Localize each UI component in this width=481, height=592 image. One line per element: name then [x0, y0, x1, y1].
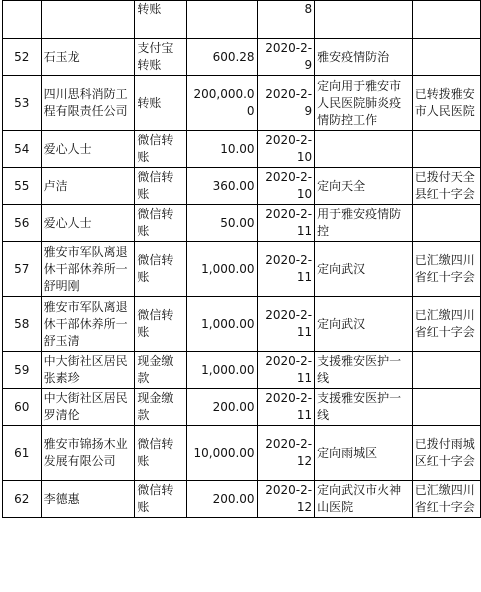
cell-date: 2020-2-10 [257, 168, 315, 205]
cell-date: 2020-2-12 [257, 481, 315, 518]
cell-no: 54 [3, 131, 42, 168]
cell-note: 已汇缴四川省红十字会 [412, 297, 480, 352]
cell-use: 定向武汉 [315, 242, 413, 297]
cell-name: 雅安市军队离退休干部休养所一舒玉清 [41, 297, 135, 352]
cell-amount: 600.28 [186, 39, 257, 76]
cell-date: 2020-2-11 [257, 297, 315, 352]
table-row [3, 1, 481, 39]
cell-method: 微信转账 [135, 297, 186, 352]
cell-name: 雅安市军队离退休干部休养所一舒明刚 [41, 242, 135, 297]
cell-method: 微信转账 [135, 242, 186, 297]
cell-method: 微信转账 [135, 426, 186, 481]
cell-no: 61 [3, 426, 42, 481]
cell-note [412, 131, 480, 168]
cell-name: 中大街社区居民张素珍 [41, 352, 135, 389]
cell-amount: 200.00 [186, 481, 257, 518]
cell-use: 用于雅安疫情防控 [315, 205, 413, 242]
table-row [3, 242, 481, 297]
cell-amount: 200,000.00 [186, 76, 257, 131]
table-row [3, 481, 481, 518]
cell-amount: 10.00 [186, 131, 257, 168]
cell-method: 微信转账 [135, 168, 186, 205]
cell-name: 四川思科消防工程有限责任公司 [41, 76, 135, 131]
cell-no: 60 [3, 389, 42, 426]
cell-amount: 1,000.00 [186, 352, 257, 389]
cell-note [412, 389, 480, 426]
cell-amount: 360.00 [186, 168, 257, 205]
cell-date: 2020-2-11 [257, 242, 315, 297]
cell-amount: 50.00 [186, 205, 257, 242]
cell-name: 爱心人士 [41, 205, 135, 242]
cell-method: 微信转账 [135, 481, 186, 518]
cell-method: 转账 [135, 76, 186, 131]
table-row [3, 131, 481, 168]
cell-no [3, 1, 42, 39]
cell-name: 李德惠 [41, 481, 135, 518]
cell-date: 2020-2-11 [257, 205, 315, 242]
cell-use: 支援雅安医护一线 [315, 352, 413, 389]
cell-no: 53 [3, 76, 42, 131]
donation-table [2, 0, 481, 518]
table-row [3, 168, 481, 205]
cell-use [315, 131, 413, 168]
cell-date: 2020-2-9 [257, 76, 315, 131]
cell-method: 微信转账 [135, 131, 186, 168]
cell-method: 支付宝转账 [135, 39, 186, 76]
cell-name [41, 1, 135, 39]
cell-note: 已汇缴四川省红十字会 [412, 242, 480, 297]
cell-note: 已转拨雅安市人民医院 [412, 76, 480, 131]
cell-date: 8 [257, 1, 315, 39]
cell-no: 62 [3, 481, 42, 518]
cell-note: 已汇缴四川省红十字会 [412, 481, 480, 518]
cell-name: 卢洁 [41, 168, 135, 205]
table-row [3, 205, 481, 242]
cell-note [412, 1, 480, 39]
cell-no: 57 [3, 242, 42, 297]
cell-use: 定向武汉 [315, 297, 413, 352]
cell-note [412, 39, 480, 76]
cell-use: 定向天全 [315, 168, 413, 205]
table-row [3, 39, 481, 76]
donation-table-body [3, 1, 481, 518]
cell-date: 2020-2-12 [257, 426, 315, 481]
cell-amount: 1,000.00 [186, 242, 257, 297]
cell-name: 爱心人士 [41, 131, 135, 168]
cell-method: 转账 [135, 1, 186, 39]
cell-no: 59 [3, 352, 42, 389]
cell-method: 现金缴款 [135, 352, 186, 389]
cell-name: 雅安市锦扬木业发展有限公司 [41, 426, 135, 481]
cell-no: 58 [3, 297, 42, 352]
cell-use: 定向雨城区 [315, 426, 413, 481]
cell-date: 2020-2-10 [257, 131, 315, 168]
cell-use: 定向武汉市火神山医院 [315, 481, 413, 518]
table-row [3, 352, 481, 389]
cell-name: 中大街社区居民罗清伦 [41, 389, 135, 426]
cell-method: 现金缴款 [135, 389, 186, 426]
cell-note [412, 205, 480, 242]
cell-amount: 1,000.00 [186, 297, 257, 352]
cell-no: 55 [3, 168, 42, 205]
cell-no: 52 [3, 39, 42, 76]
table-row [3, 389, 481, 426]
cell-name: 石玉龙 [41, 39, 135, 76]
cell-amount: 200.00 [186, 389, 257, 426]
cell-no: 56 [3, 205, 42, 242]
cell-date: 2020-2-11 [257, 352, 315, 389]
table-row [3, 297, 481, 352]
cell-note: 已拨付雨城区红十字会 [412, 426, 480, 481]
cell-note: 已拨付天全县红十字会 [412, 168, 480, 205]
cell-amount: 10,000.00 [186, 426, 257, 481]
cell-note [412, 352, 480, 389]
cell-use: 雅安疫情防治 [315, 39, 413, 76]
cell-use: 支援雅安医护一线 [315, 389, 413, 426]
cell-use [315, 1, 413, 39]
cell-use: 定向用于雅安市人民医院肺炎疫情防控工作 [315, 76, 413, 131]
table-row [3, 76, 481, 131]
cell-date: 2020-2-11 [257, 389, 315, 426]
cell-amount [186, 1, 257, 39]
cell-date: 2020-2-9 [257, 39, 315, 76]
table-row [3, 426, 481, 481]
cell-method: 微信转账 [135, 205, 186, 242]
